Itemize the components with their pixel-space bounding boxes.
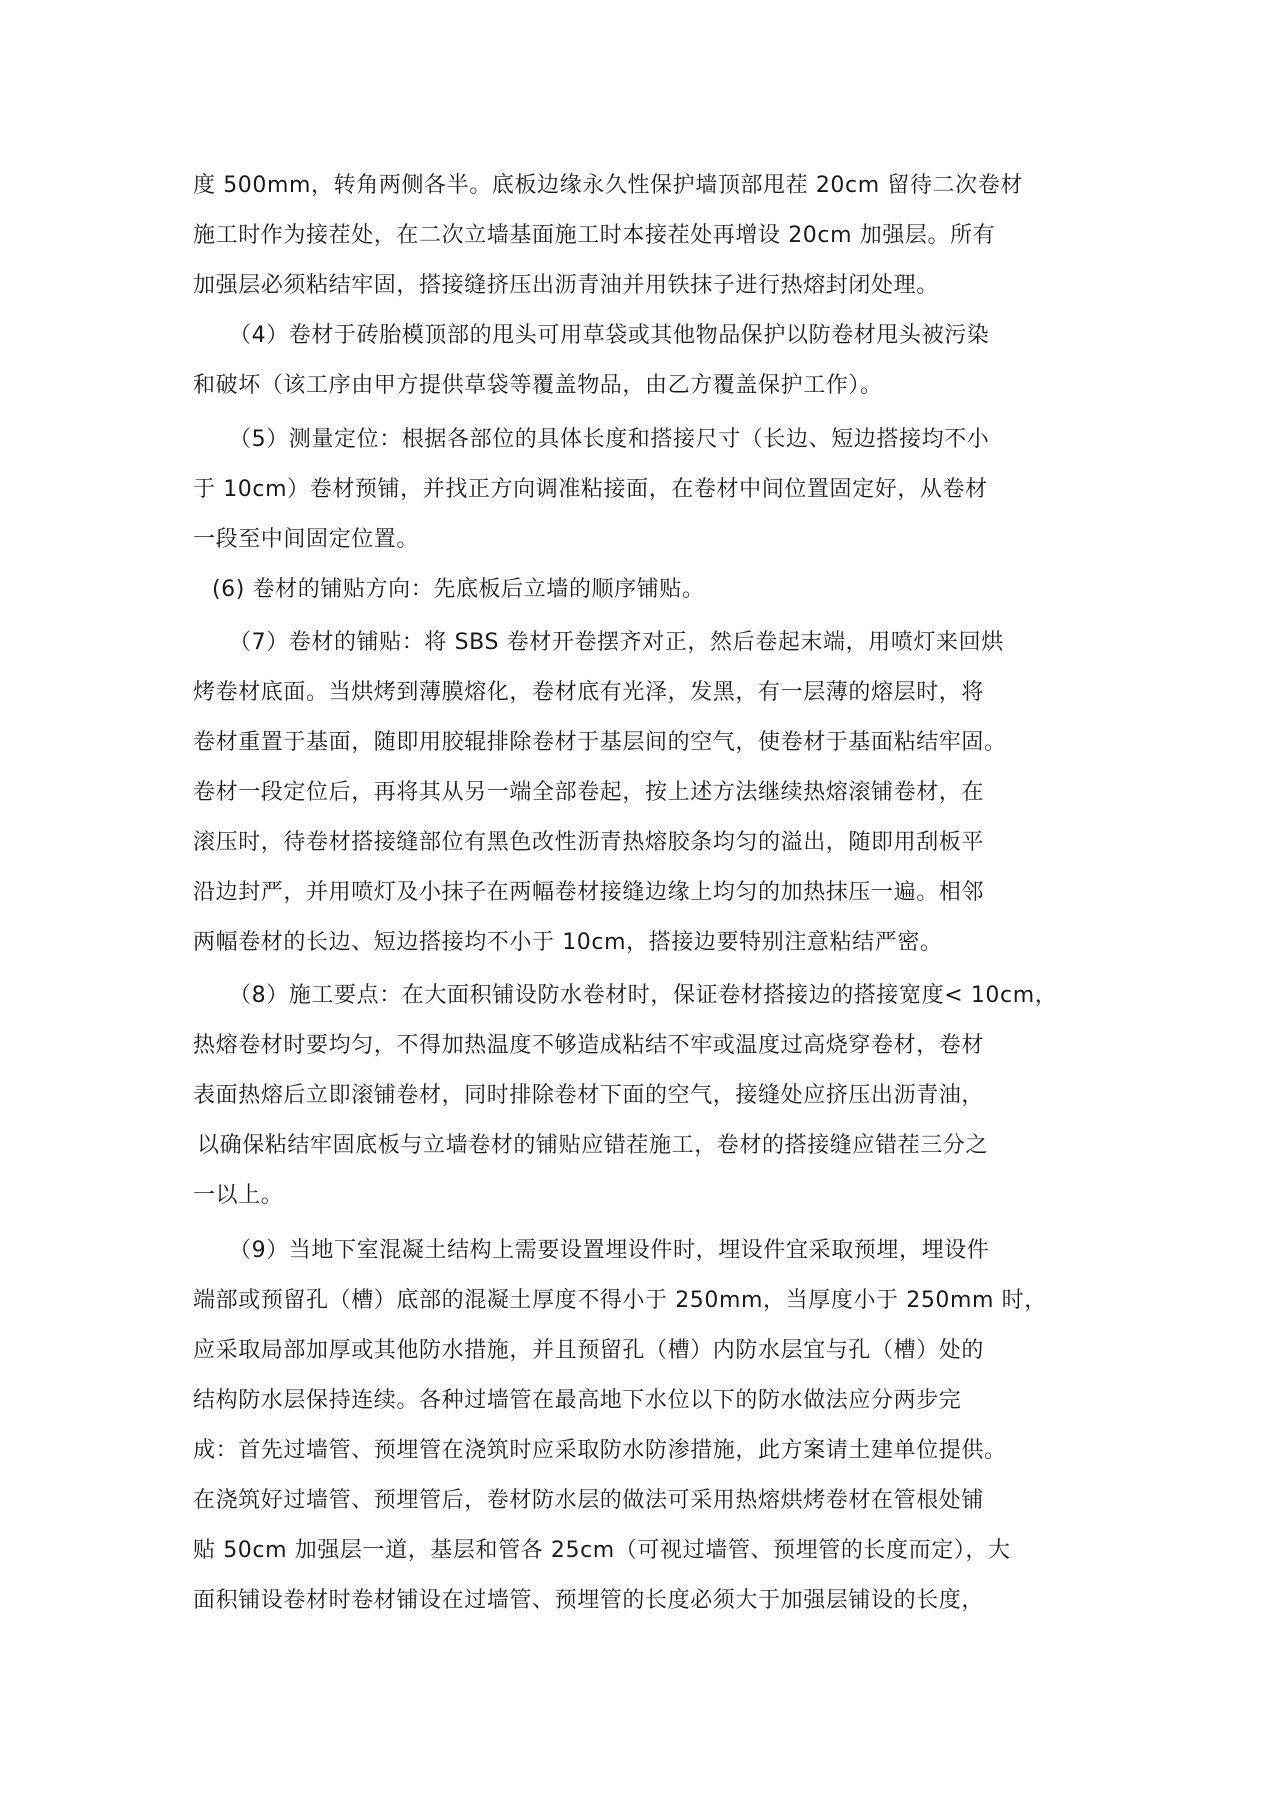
text-line: 度 500mm，转角两侧各半。底板边缘永久性保护墙顶部甩茬 20cm 留待二次卷材	[193, 173, 1023, 198]
text-line: 贴 50cm 加强层一道，基层和管各 25cm（可视过墙管、预埋管的长度而定），大	[193, 1538, 1011, 1563]
text-line: 卷材重置于基面，随即用胶辊排除卷材于基层间的空气，使卷材于基面粘结牢固。	[193, 730, 1007, 755]
text-line: 烤卷材底面。当烘烤到薄膜熔化，卷材底有光泽，发黑，有一层薄的熔层时，将	[193, 680, 985, 705]
text-line: 面积铺设卷材时卷材铺设在过墙管、预埋管的长度必须大于加强层铺设的长度，	[193, 1588, 985, 1613]
text-line: 沿边封严，并用喷灯及小抹子在两幅卷材接缝边缘上均匀的加热抹压一遍。相邻	[193, 880, 985, 905]
text-line: （8）施工要点：在大面积铺设防水卷材时，保证卷材搭接边的搭接宽度< 10cm，	[229, 983, 1058, 1008]
text-line: 端部或预留孔（槽）底部的混凝土厚度不得小于 250mm，当厚度小于 250mm 时，	[193, 1288, 1047, 1313]
text-line: （4）卷材于砖胎模顶部的甩头可用草袋或其他物品保护以防卷材甩头被污染	[229, 323, 990, 348]
text-line: 在浇筑好过墙管、预埋管后，卷材防水层的做法可采用热熔烘烤卷材在管根处铺	[193, 1488, 985, 1513]
text-line: 表面热熔后立即滚铺卷材，同时排除卷材下面的空气，接缝处应挤压出沥青油，	[193, 1083, 985, 1108]
text-line: 滚压时，待卷材搭接缝部位有黑色改性沥青热熔胶条均匀的溢出，随即用刮板平	[193, 830, 985, 855]
text-line: 和破坏（该工序由甲方提供草袋等覆盖物品，由乙方覆盖保护工作）。	[193, 373, 883, 398]
text-line: 施工时作为接茬处，在二次立墙基面施工时本接茬处再增设 20cm 加强层。所有	[193, 223, 996, 248]
text-line: 成：首先过墙管、预埋管在浇筑时应采取防水防渗措施，此方案请土建单位提供。	[193, 1438, 1007, 1463]
text-line: (6) 卷材的铺贴方向：先底板后立墙的顺序铺贴。	[212, 577, 705, 602]
text-line: （7）卷材的铺贴：将 SBS 卷材开卷摆齐对正，然后卷起末端，用喷灯来回烘	[229, 630, 1004, 655]
text-line: 加强层必须粘结牢固，搭接缝挤压出沥青油并用铁抹子进行热熔封闭处理。	[193, 273, 939, 298]
text-line: （5）测量定位：根据各部位的具体长度和搭接尺寸（长边、短边搭接均不小	[229, 427, 990, 452]
text-line: 一段至中间固定位置。	[193, 527, 420, 552]
text-line: （9）当地下室混凝土结构上需要设置埋设件时，埋设件宜采取预埋，埋设件	[229, 1238, 990, 1263]
text-line: 结构防水层保持连续。各种过墙管在最高地下水位以下的防水做法应分两步完	[193, 1388, 962, 1413]
text-line: 热熔卷材时要均匀，不得加热温度不够造成粘结不牢或温度过高烧穿卷材，卷材	[193, 1033, 985, 1058]
text-line: 以确保粘结牢固底板与立墙卷材的铺贴应错茬施工，卷材的搭接缝应错茬三分之	[197, 1133, 989, 1158]
text-line: 应采取局部加厚或其他防水措施，并且预留孔（槽）内防水层宜与孔（槽）处的	[193, 1338, 985, 1363]
text-line: 一以上。	[193, 1183, 284, 1208]
text-line: 于 10cm）卷材预铺，并找正方向调准粘接面，在卷材中间位置固定好，从卷材	[193, 477, 988, 502]
text-line: 两幅卷材的长边、短边搭接均不小于 10cm，搭接边要特别注意粘结严密。	[193, 930, 943, 955]
text-line: 卷材一段定位后，再将其从另一端全部卷起，按上述方法继续热熔滚铺卷材，在	[193, 780, 985, 805]
